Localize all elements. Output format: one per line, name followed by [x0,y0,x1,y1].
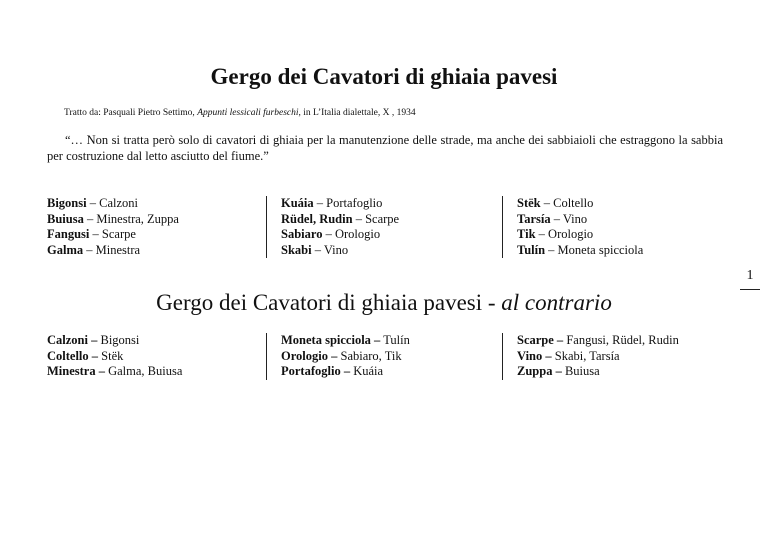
glossary-entry [47,227,179,243]
reverse-column-1 [47,333,182,380]
glossary-column-3 [502,196,643,258]
entry-meaning: Minestra, Zuppa [96,211,179,226]
reverse-entry [517,364,679,380]
entry-term: Calzoni – [47,333,98,347]
entry-sep: – [311,242,324,257]
reverse-entry [517,333,679,349]
glossary-entry [281,212,399,228]
entry-term: Kuáia [281,196,314,210]
entry-meaning: Scarpe [101,227,136,241]
entry-term: Tulín [517,242,546,257]
reverse-entry [47,349,182,365]
entry-term: Scarpe – [517,333,564,347]
entry-meaning: Vino [562,211,588,226]
reverse-title [0,290,768,316]
source-suffix: , in L’Italia dialettale, X , 1934 [298,108,416,118]
entry-term: Zuppa – [517,364,562,378]
entry-sep: – [83,242,96,257]
glossary-entry [281,243,399,259]
quote-paragraph: “… Non si tratta però solo di cavatori di ghiaia per la manutenzione delle strade, ma anche dei sabbiaioli che estraggono la sabbia per costruzione dal letto asciutto del fiume.” [47,133,723,163]
entry-term: Tik [517,227,536,241]
source-prefix: Tratto da: Pasquali Pietro Settimo, [64,108,198,118]
entry-sep: – [313,196,327,210]
reverse-entry [281,333,410,349]
entry-term: Tarsía [517,211,551,226]
entry-sep: – [89,227,102,241]
glossary-entry [517,243,643,259]
source-citation [64,108,416,118]
glossary-entry [517,212,643,228]
entry-meaning: Stëk [98,348,124,363]
entry-meaning: Fangusi, Rüdel, Rudin [563,333,679,347]
entry-term: Portafoglio – [281,364,351,378]
entry-term: Galma [47,242,84,257]
entry-meaning: Orologio [548,227,594,241]
entry-sep: – [550,211,563,226]
glossary-entry [281,196,399,212]
glossary-column-2 [266,196,399,258]
entry-term: Vino – [517,348,552,363]
entry-meaning: Calzoni [99,196,138,210]
glossary-entry [47,243,179,259]
glossary-entry [281,227,399,243]
reverse-entry [47,364,182,380]
entry-meaning: Coltello [553,196,594,210]
entry-sep: – [322,227,335,241]
page-number: 1 [746,268,754,283]
glossary-entry [517,196,643,212]
entry-term: Buiusa [47,211,84,226]
reverse-entry [47,333,182,349]
entry-sep: – [352,211,366,226]
entry-meaning: Minestra [95,242,141,257]
entry-term: Coltello – [47,348,99,363]
entry-meaning: Sabiaro, Tik [337,348,402,363]
entry-sep: – [535,227,549,241]
entry-meaning: Galma, Buiusa [104,364,183,378]
entry-term: Minestra – [47,364,105,378]
entry-meaning: Skabi, Tarsía [551,348,620,363]
entry-meaning: Moneta spicciola [557,242,644,257]
reverse-title-italic: al contrario [501,290,612,315]
reverse-entry [517,349,679,365]
entry-term: Moneta spicciola – [281,333,381,347]
glossary-column-1 [47,196,179,258]
entry-sep: – [83,211,97,226]
reverse-title-main: Gergo dei Cavatori di ghiaia pavesi - [156,290,502,315]
entry-term: Stëk [517,196,541,210]
entry-sep: – [540,196,554,210]
glossary-entry [517,227,643,243]
entry-meaning: Orologio [334,227,381,241]
reverse-entry [281,364,410,380]
entry-term: Sabiaro [281,227,323,241]
entry-meaning: Vino [323,242,349,257]
entry-term: Fangusi [47,227,90,241]
entry-meaning: Tulín [380,333,410,347]
entry-meaning: Portafoglio [326,196,383,210]
reverse-column-3 [502,333,679,380]
entry-meaning: Buiusa [561,364,600,378]
source-work: Appunti lessicali furbeschi [197,108,299,118]
glossary-entry [47,212,179,228]
entry-term: Skabi [281,242,312,257]
entry-meaning: Bigonsi [97,333,140,347]
entry-sep: – [86,196,100,210]
page-title: Gergo dei Cavatori di ghiaia pavesi [210,64,558,89]
entry-meaning: Kuáia [350,364,384,378]
glossary-entry [47,196,179,212]
entry-meaning: Scarpe [365,211,400,226]
reverse-entry [281,349,410,365]
entry-term: Rüdel, Rudin [281,211,353,226]
reverse-column-2 [266,333,410,380]
entry-term: Bigonsi [47,196,87,210]
entry-sep: – [545,242,558,257]
entry-term: Orologio – [281,348,338,363]
